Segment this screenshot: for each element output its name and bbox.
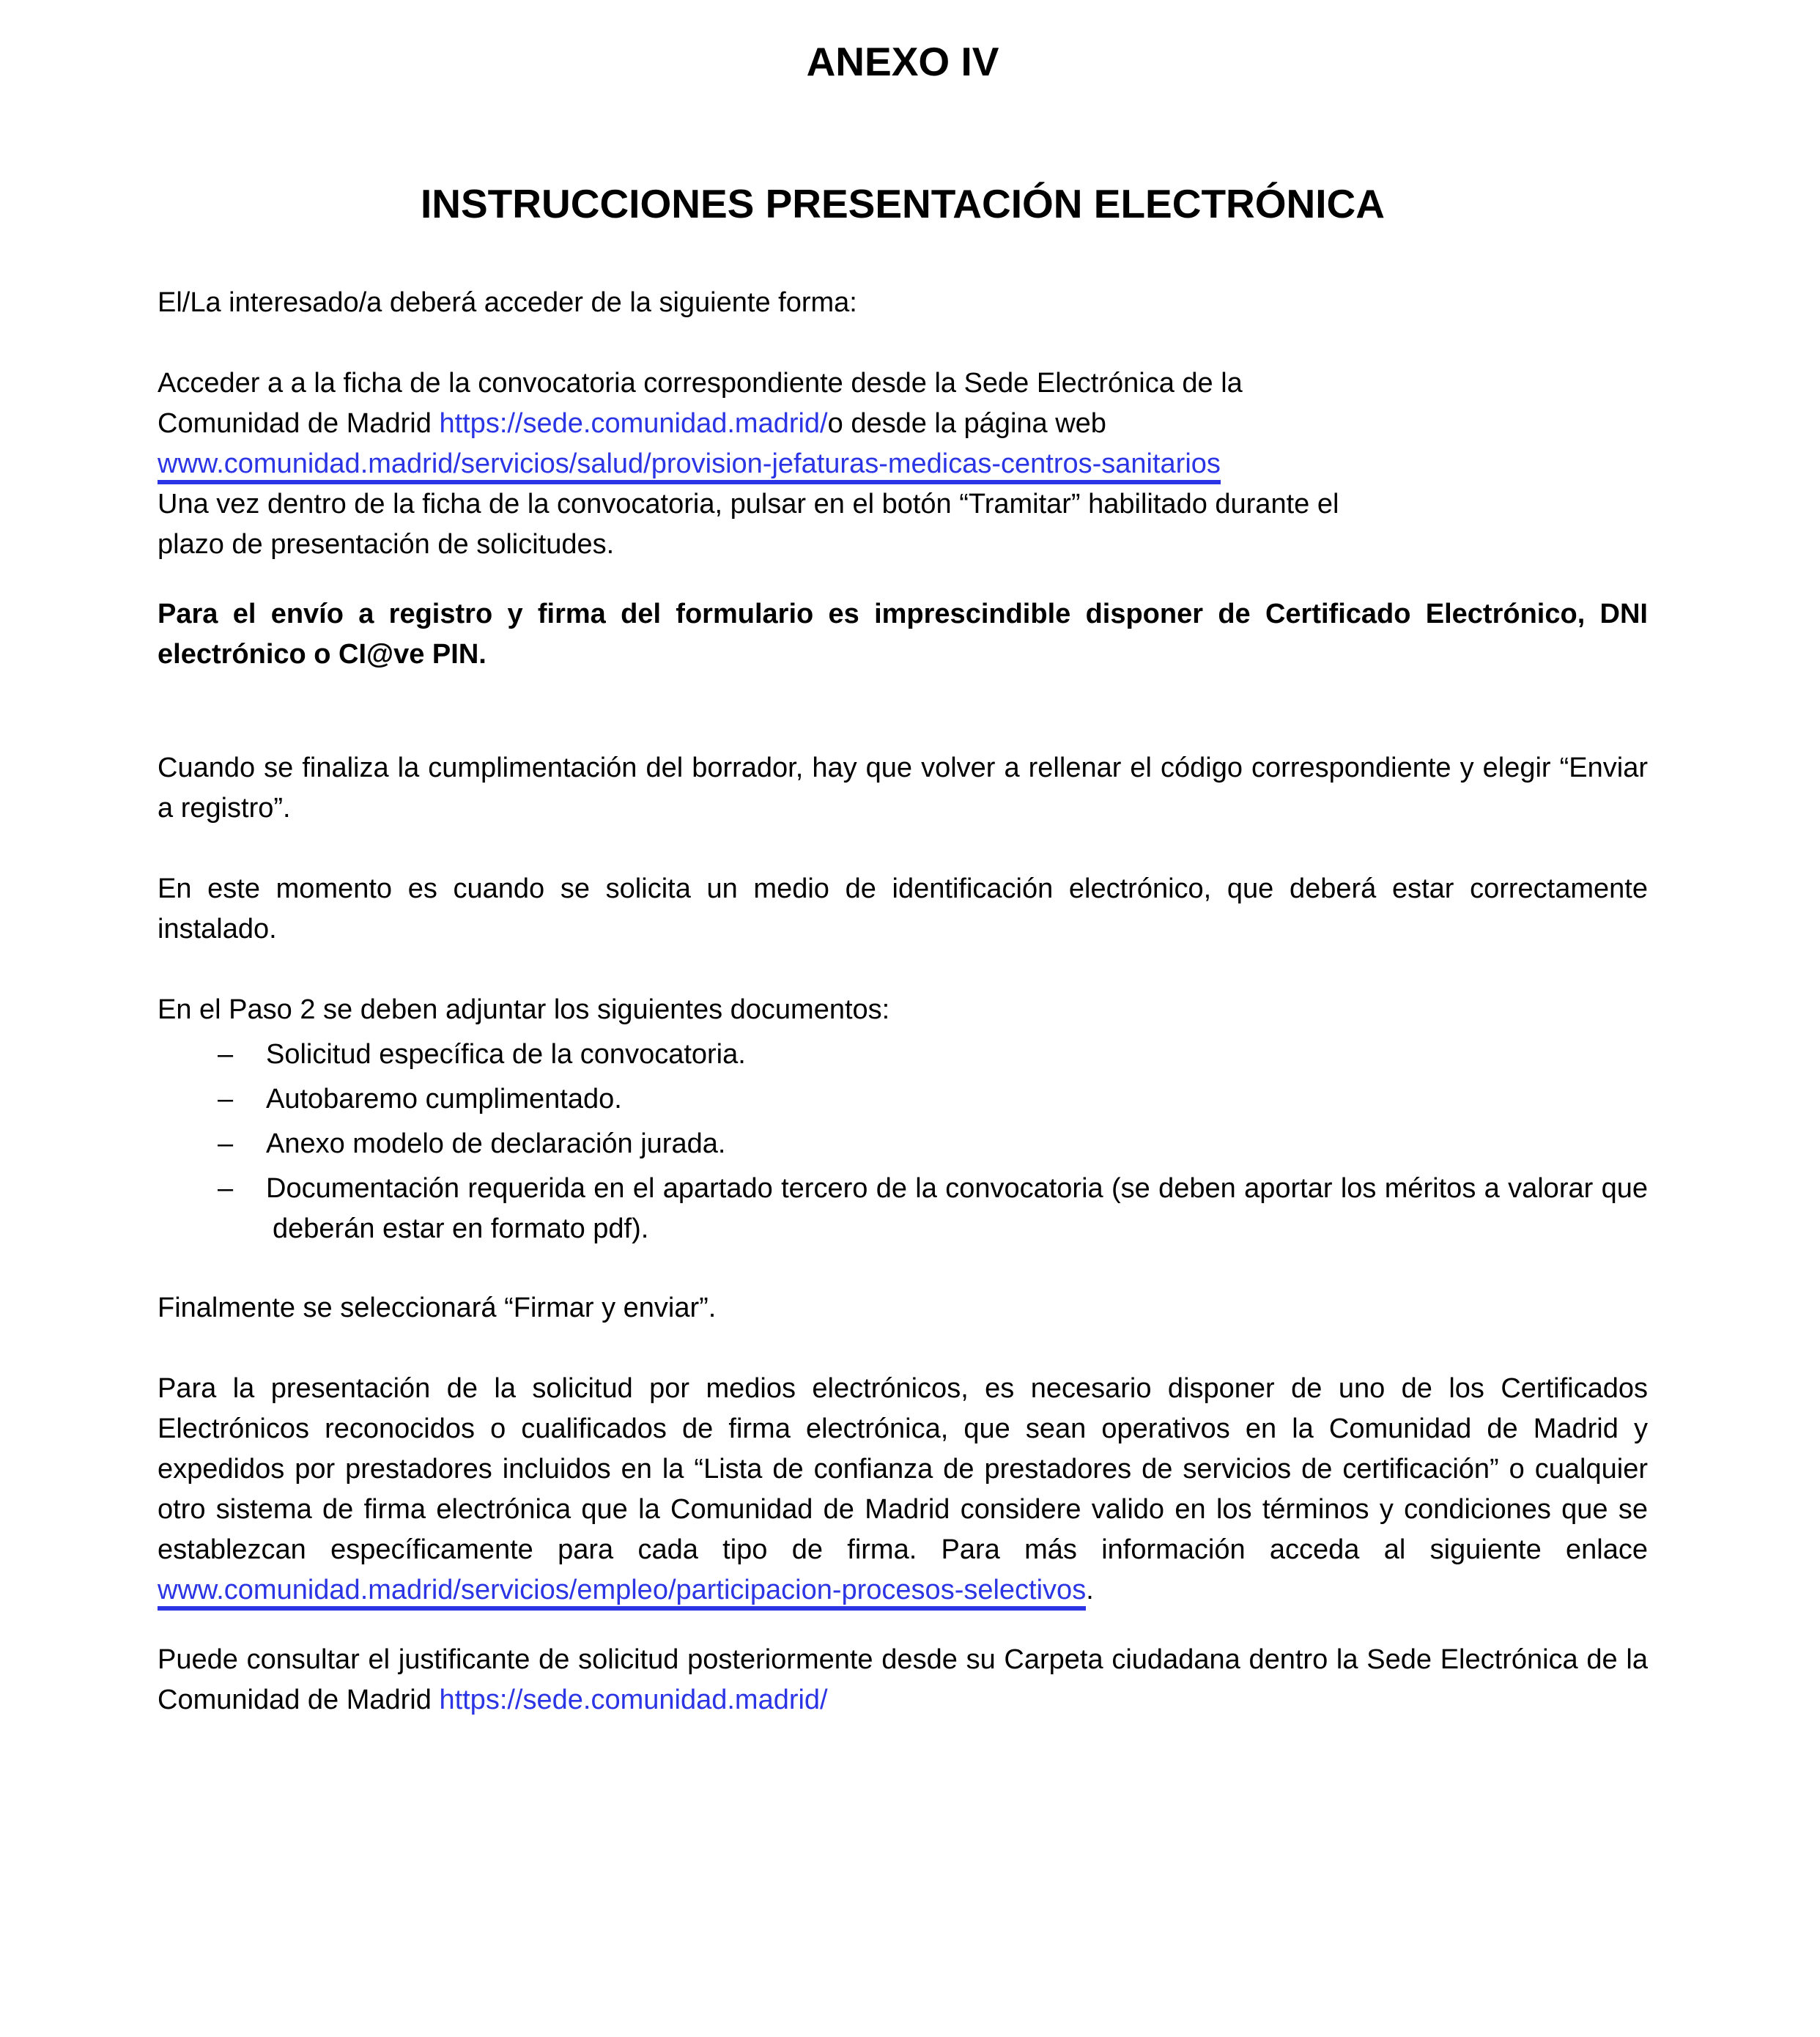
documents-list [158, 1035, 1648, 1249]
bullet-dash-icon: – [218, 1173, 234, 1204]
para-presentation-requirements [158, 1369, 1648, 1611]
para-intro: El/La interesado/a deberá acceder de la siguiente forma: [158, 287, 857, 318]
list-item-text: Autobaremo cumplimentado. [266, 1084, 622, 1114]
para-receipt [158, 1640, 1648, 1720]
list-item-text: Solicitud específica de la convocatoria. [266, 1039, 746, 1070]
link-empleo-procesos-selectivos[interactable]: www.comunidad.madrid/servicios/empleo/participacion-procesos-selectivos [158, 1575, 1086, 1611]
para-step2-intro: En el Paso 2 se deben adjuntar los siguientes documentos: [158, 994, 890, 1025]
access-text-line5: plazo de presentación de solicitudes. [158, 529, 615, 560]
access-text-line4: Una vez dentro de la ficha de la convocatoria, pulsar en el botón “Tramitar” habilitado durante el [158, 489, 1339, 520]
list-item [158, 1079, 1648, 1120]
para-access [158, 363, 1648, 565]
link-sede-electronica[interactable]: https://sede.comunidad.madrid/ [439, 408, 828, 439]
list-item [158, 1035, 1648, 1075]
access-text-line2: Comunidad de Madrid [158, 408, 440, 439]
para-sign-send: Finalmente se seleccionará “Firmar y enviar”. [158, 1293, 717, 1323]
access-text-after-link1: o desde la página web [827, 408, 1106, 439]
presentation-text: Para la presentación de la solicitud por medios electrónicos, es necesario disponer de uno de los Certificados Electrónicos reconocidos o cualificados de firma electrónica, que sean operativos en la Comunidad de Madrid y expedidos por prestadores incluidos en la “Lista de confianza de prestadores de servicios de certificación” o cualquier otro sistema de firma electrónica que la Comunidad de Madrid considere valido en los términos y condiciones que se establezcan específicamente para cada tipo de firma. Para más información acceda al siguiente enlace [158, 1373, 1648, 1565]
doc-title: ANEXO IV [806, 39, 999, 84]
doc-subtitle: INSTRUCCIONES PRESENTACIÓN ELECTRÓNICA [421, 181, 1385, 226]
list-item-text: Anexo modelo de declaración jurada. [266, 1128, 726, 1159]
link-salud-jefaturas-medicas[interactable]: www.comunidad.madrid/servicios/salud/provision-jefaturas-medicas-centros-sanitarios [158, 448, 1221, 484]
access-text-line1: Acceder a a la ficha de la convocatoria correspondiente desde la Sede Electrónica de la [158, 368, 1243, 399]
presentation-period: . [1086, 1575, 1094, 1605]
para-certificate-required: Para el envío a registro y firma del formulario es imprescindible disponer de Certificado Electrónico, DNI electrónico o CI@ve PIN. [158, 599, 1648, 670]
link-sede-final[interactable]: https://sede.comunidad.madrid/ [439, 1685, 828, 1715]
list-item-text: Documentación requerida en el apartado tercero de la convocatoria (se deben aportar los méritos a valorar que deberán estar en formato pdf). [266, 1173, 1648, 1244]
receipt-text: Puede consultar el justificante de solicitud posteriormente desde su Carpeta ciudadana dentro la Sede Electrónica de la Comunidad de Madrid [158, 1644, 1648, 1715]
list-item [158, 1169, 1648, 1249]
bullet-dash-icon: – [218, 1128, 234, 1159]
bullet-dash-icon: – [218, 1084, 234, 1114]
list-item [158, 1124, 1648, 1164]
para-draft-code: Cuando se finaliza la cumplimentación del borrador, hay que volver a rellenar el código correspondiente y elegir “Enviar a registro”. [158, 753, 1648, 824]
bullet-dash-icon: – [218, 1039, 234, 1070]
para-identification: En este momento es cuando se solicita un medio de identificación electrónico, que deberá estar correctamente instalado. [158, 873, 1648, 944]
